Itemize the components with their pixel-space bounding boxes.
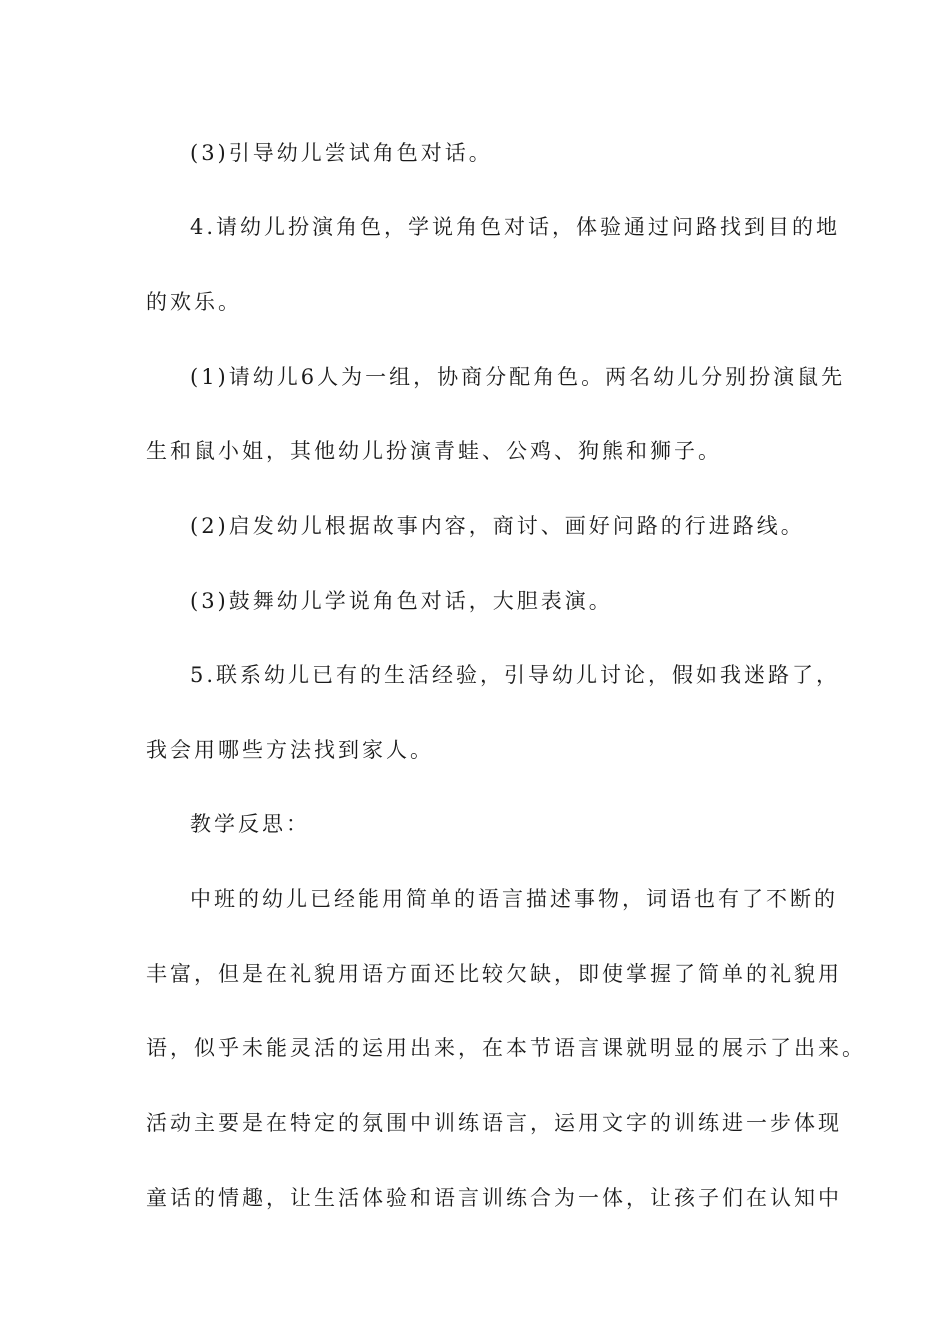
text-line-14: 活动主要是在特定的氛围中训练语言，运用文字的训练进一步体现 <box>146 1111 842 1135</box>
text-line-7: (3)鼓舞幼儿学说角色对话，大胆表演。 <box>190 589 613 613</box>
section-heading: 教学反思： <box>190 812 310 836</box>
text-line-6: (2)启发幼儿根据故事内容，商讨、画好问路的行进路线。 <box>190 514 805 538</box>
text-line-9: 我会用哪些方法找到家人。 <box>146 738 434 762</box>
text-line-1: (3)引导幼儿尝试角色对话。 <box>190 141 493 165</box>
text-line-3: 的欢乐。 <box>146 290 242 314</box>
text-line-15: 童话的情趣，让生活体验和语言训练合为一体，让孩子们在认知中 <box>146 1186 842 1210</box>
text-line-2: 4.请幼儿扮演角色，学说角色对话，体验通过问路找到目的地 <box>190 215 841 239</box>
text-line-5: 生和鼠小姐，其他幼儿扮演青蛙、公鸡、狗熊和狮子。 <box>146 439 722 463</box>
text-line-8: 5.联系幼儿已有的生活经验，引导幼儿讨论，假如我迷路了， <box>190 663 841 687</box>
text-line-13: 语，似乎未能灵活的运用出来，在本节语言课就明显的展示了出来。 <box>146 1036 866 1060</box>
text-line-11: 中班的幼儿已经能用简单的语言描述事物，词语也有了不断的 <box>190 887 838 911</box>
text-line-12: 丰富，但是在礼貌用语方面还比较欠缺，即使掌握了简单的礼貌用 <box>146 962 842 986</box>
text-line-4: (1)请幼儿6人为一组，协商分配角色。两名幼儿分别扮演鼠先 <box>190 365 846 389</box>
